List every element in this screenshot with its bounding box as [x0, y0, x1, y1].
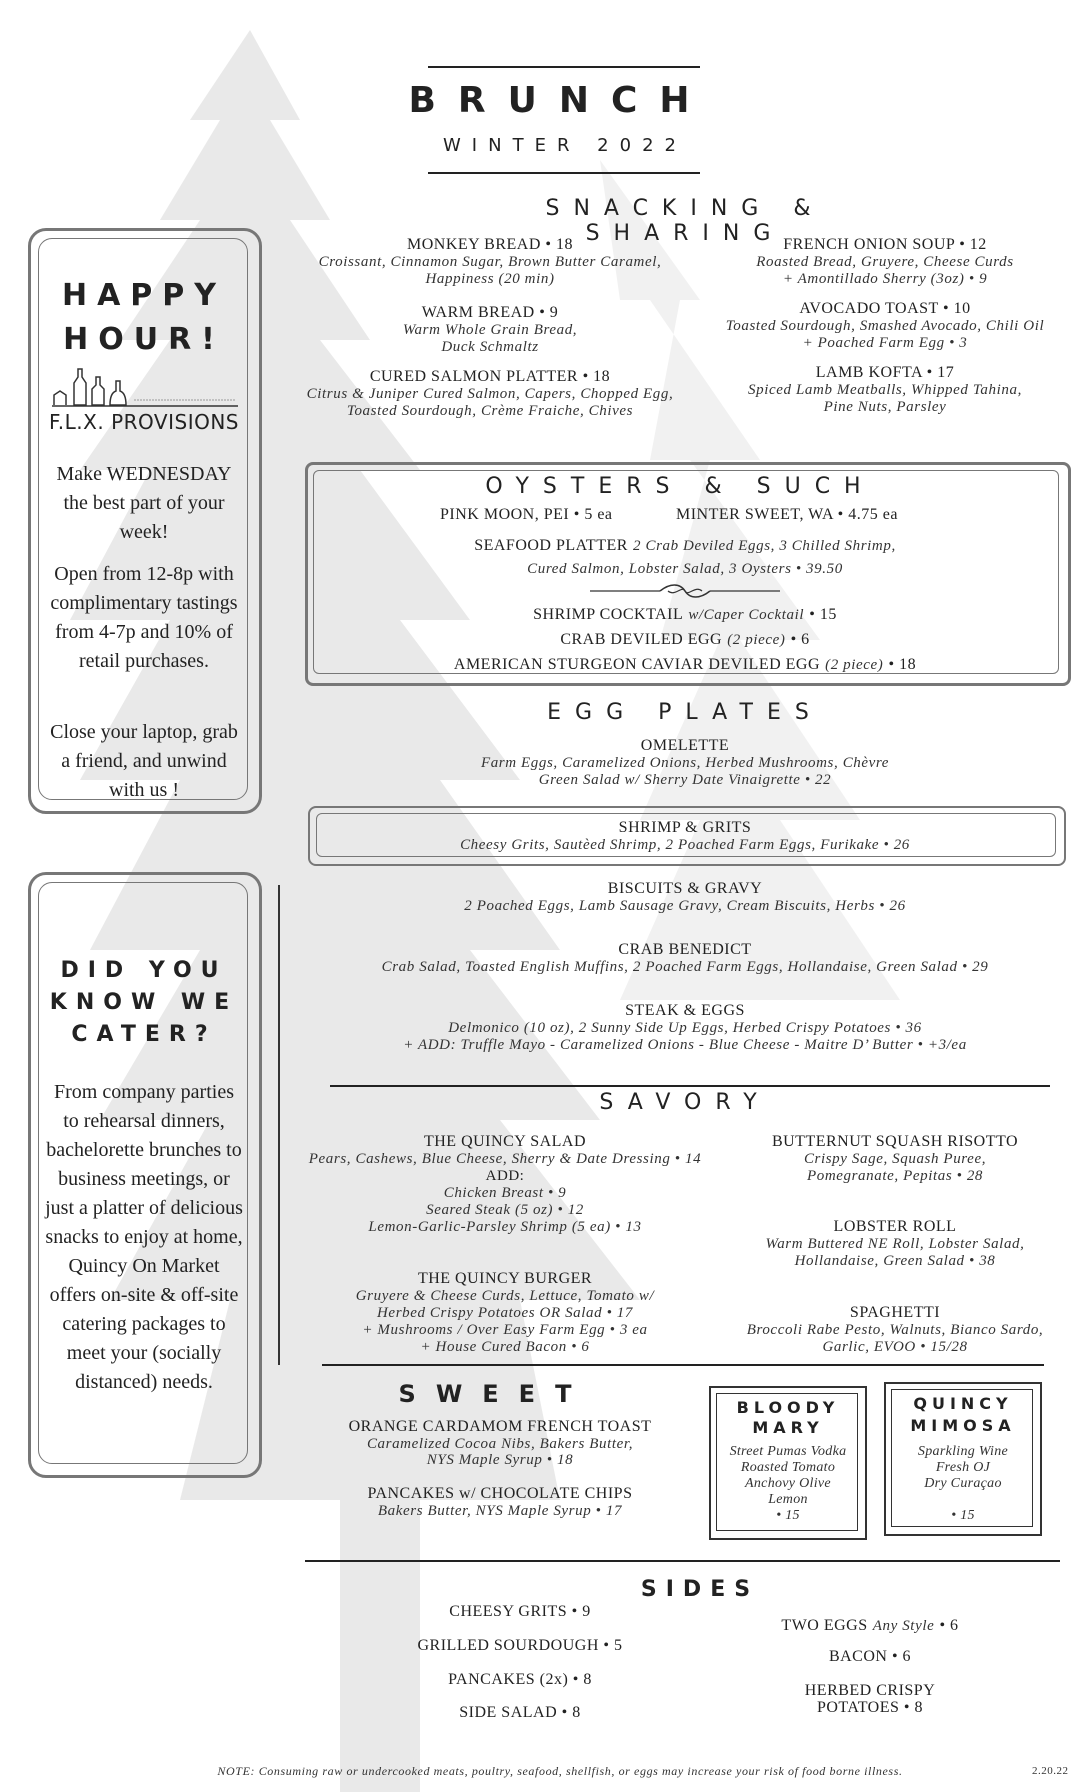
- warm-bread-desc-1: Warm Whole Grain Bread,: [402, 322, 578, 338]
- shrimp-cocktail-name: SHRIMP COCKTAIL: [533, 606, 684, 623]
- risotto-desc-2: Pomegranate, Pepitas • 28: [806, 1168, 984, 1184]
- avocado-toast-desc-1: Toasted Sourdough, Smashed Avocado, Chili Oil: [725, 318, 1045, 334]
- sides-top-rule: [305, 1560, 1060, 1562]
- pink-moon-item: PINK MOON, PEI • 5 ea: [440, 506, 613, 523]
- happy-hour-paragraph-2: Open from 12-8p with complimentary tastings from 4-7p and 10% of retail purchases.: [50, 563, 238, 672]
- cater-title-line1: DID YOU: [60, 958, 228, 983]
- page-title: BRUNCH: [408, 80, 712, 121]
- ornamental-divider-icon: [590, 583, 780, 599]
- header-top-rule: [428, 66, 700, 68]
- quincy-salad-add-steak: Seared Steak (5 oz) • 12: [426, 1202, 584, 1218]
- seafood-platter-desc-2: Cured Salmon, Lobster Salad, 3 Oysters • 39.50: [527, 561, 843, 577]
- monkey-bread-desc-1: Croissant, Cinnamon Sugar, Brown Butter Caramel,: [318, 254, 662, 270]
- spaghetti-desc-2: Garlic, EVOO • 15/28: [822, 1339, 968, 1355]
- risotto-name: BUTTERNUT SQUASH RISOTTO: [771, 1133, 1019, 1150]
- omelette-name: OMELETTE: [640, 737, 730, 754]
- seafood-platter-desc-1: 2 Crab Deviled Eggs, 3 Chilled Shrimp,: [633, 538, 896, 554]
- bloody-mary-ingredients: [711, 1444, 865, 1524]
- mimosa-line-3: Dry Curaçao: [924, 1476, 1002, 1491]
- quincy-salad-add-label: ADD:: [485, 1168, 525, 1184]
- flx-provisions-logo-text: F.L.X. PROVISIONS: [49, 410, 239, 434]
- steak-eggs-item: [320, 1002, 1050, 1054]
- shrimp-cocktail-desc: w/Caper Cocktail: [688, 607, 805, 623]
- happy-hour-title-line1: HAPPY: [61, 278, 227, 313]
- monkey-bread-desc-2: Happiness (20 min): [425, 271, 555, 287]
- warm-bread-desc-2: Duck Schmaltz: [441, 339, 539, 355]
- cater-title-line2: KNOW WE: [49, 990, 239, 1015]
- french-toast-name: ORANGE CARDAMOM FRENCH TOAST: [348, 1418, 652, 1435]
- caviar-deviled-egg-name: AMERICAN STURGEON CAVIAR DEVILED EGG: [453, 656, 821, 673]
- mimosa-line-1: Sparkling Wine: [917, 1444, 1009, 1459]
- quincy-burger-desc-1: Gruyere & Cheese Curds, Lettuce, Tomato w/: [355, 1288, 655, 1304]
- side-salad: SIDE SALAD • 8: [459, 1704, 581, 1721]
- egg-plates-section-title: EGG PLATES: [547, 700, 823, 725]
- snacking-section-title: SNACKING & SHARING: [545, 196, 825, 246]
- mimosa-title-2: MIMOSA: [910, 1416, 1016, 1435]
- happy-hour-paragraph-3: Close your laptop, grab a friend, and unwind with us !: [50, 721, 238, 801]
- mimosa-ingredients: [886, 1444, 1040, 1524]
- crab-deviled-egg-name: CRAB DEVILED EGG: [560, 631, 723, 648]
- spaghetti-item: [720, 1304, 1070, 1356]
- bloody-mary-line-1: Street Pumas Vodka: [729, 1444, 847, 1459]
- shrimp-grits-desc: Cheesy Grits, Sautèed Shrimp, 2 Poached Farm Eggs, Furikake • 26: [460, 837, 910, 853]
- footer-date: 2.20.22: [1032, 1765, 1069, 1777]
- avocado-toast-name: AVOCADO TOAST • 10: [799, 300, 971, 317]
- cater-divider-rule: [278, 885, 280, 1365]
- crab-deviled-egg-item: [320, 629, 1050, 649]
- monkey-bread-name: MONKEY BREAD • 18: [407, 236, 573, 253]
- pancakes-name: PANCAKES w/ CHOCOLATE CHIPS: [367, 1485, 633, 1502]
- crab-benedict-name: CRAB BENEDICT: [618, 941, 752, 958]
- seafood-platter-name: SEAFOOD PLATTER: [474, 537, 628, 554]
- bloody-mary-price: • 15: [776, 1508, 800, 1523]
- steak-eggs-desc-1: Delmonico (10 oz), 2 Sunny Side Up Eggs, Herbed Crispy Potatoes • 36: [448, 1020, 922, 1036]
- cater-title-line3: CATER?: [71, 1022, 217, 1047]
- side-two-eggs-desc: Any Style: [872, 1618, 935, 1634]
- french-toast-desc-1: Caramelized Cocoa Nibs, Bakers Butter,: [366, 1436, 634, 1452]
- shrimp-grits-item: [320, 819, 1050, 854]
- caviar-deviled-egg-price: • 18: [888, 656, 917, 673]
- quincy-salad-add-chicken: Chicken Breast • 9: [443, 1185, 567, 1201]
- omelette-desc-2: Green Salad w/ Sherry Date Vinaigrette • 22: [538, 772, 832, 788]
- flx-bottles-logo-icon: [50, 365, 240, 410]
- biscuits-gravy-name: BISCUITS & GRAVY: [607, 880, 763, 897]
- side-two-eggs-name: TWO EGGS: [781, 1617, 868, 1634]
- avocado-toast-desc-2: + Poached Farm Egg • 3: [802, 335, 968, 351]
- bloody-mary-line-4: Lemon: [768, 1492, 808, 1507]
- mimosa-title-1: QUINCY: [913, 1394, 1013, 1413]
- omelette-item: [320, 737, 1050, 789]
- side-two-eggs: [690, 1615, 1050, 1635]
- spaghetti-name: SPAGHETTI: [849, 1304, 941, 1321]
- page-subtitle: WINTER 2022: [443, 135, 687, 156]
- pancakes-desc: Bakers Butter, NYS Maple Syrup • 17: [377, 1503, 623, 1519]
- lobster-roll-desc-1: Warm Buttered NE Roll, Lobster Salad,: [765, 1236, 1025, 1252]
- mimosa-price: • 15: [951, 1508, 975, 1523]
- snacking-right-column: [700, 236, 1070, 416]
- risotto-item: [720, 1133, 1070, 1185]
- french-toast-item: [315, 1418, 685, 1468]
- omelette-desc-1: Farm Eggs, Caramelized Onions, Herbed Mushrooms, Chèvre: [480, 755, 890, 771]
- lamb-kofta-desc-1: Spiced Lamb Meatballs, Whipped Tahina,: [748, 382, 1022, 398]
- bloody-mary-line-3: Anchovy Olive: [745, 1476, 831, 1491]
- risotto-desc-1: Crispy Sage, Squash Puree,: [803, 1151, 987, 1167]
- quincy-burger-desc-2: Herbed Crispy Potatoes OR Salad • 17: [377, 1305, 633, 1321]
- lobster-roll-item: [720, 1218, 1070, 1270]
- caviar-deviled-egg-item: [320, 654, 1050, 674]
- quincy-burger-desc-4: + House Cured Bacon • 6: [420, 1339, 590, 1355]
- crab-deviled-egg-price: • 6: [790, 631, 810, 648]
- quincy-burger-desc-3: + Mushrooms / Over Easy Farm Egg • 3 ea: [362, 1322, 648, 1338]
- footer-note: NOTE: Consuming raw or undercooked meats, poultry, seafood, shellfish, or eggs may increase your risk of food borne illness.: [217, 1764, 903, 1778]
- header-bottom-rule: [428, 172, 700, 174]
- sweet-top-rule: [322, 1364, 1044, 1366]
- biscuits-gravy-item: [320, 880, 1050, 915]
- bloody-mary-title-2: MARY: [752, 1418, 824, 1437]
- caviar-deviled-egg-desc: (2 piece): [825, 657, 884, 673]
- sweet-section-title: SWEET: [398, 1380, 592, 1408]
- quincy-salad-item: [295, 1133, 715, 1236]
- side-two-eggs-price: • 6: [939, 1617, 959, 1634]
- happy-hour-title-line2: HOUR!: [63, 322, 225, 357]
- quincy-salad-add-shrimp: Lemon-Garlic-Parsley Shrimp (5 ea) • 13: [368, 1219, 642, 1235]
- salmon-platter-desc-1: Citrus & Juniper Cured Salmon, Capers, Chopped Egg,: [306, 386, 674, 402]
- french-toast-desc-2: NYS Maple Syrup • 18: [426, 1452, 574, 1468]
- lamb-kofta-desc-2: Pine Nuts, Parsley: [823, 399, 947, 415]
- crab-benedict-item: [320, 941, 1050, 976]
- side-bacon: BACON • 6: [828, 1648, 912, 1665]
- mimosa-line-2: Fresh OJ: [935, 1460, 991, 1475]
- biscuits-gravy-desc: 2 Poached Eggs, Lamb Sausage Gravy, Cream Biscuits, Herbs • 26: [464, 898, 906, 914]
- shrimp-grits-name: SHRIMP & GRITS: [618, 819, 752, 836]
- seafood-platter-item: [320, 535, 1050, 555]
- happy-hour-paragraph-1: Make WEDNESDAY the best part of your week!: [56, 463, 232, 543]
- savory-section-title: SAVORY: [599, 1090, 771, 1115]
- bloody-mary-title-1: BLOODY: [736, 1398, 840, 1417]
- bloody-mary-line-2: Roasted Tomato: [740, 1460, 836, 1475]
- sides-section-title: SIDES: [640, 1577, 760, 1602]
- cater-text: From company parties to rehearsal dinners, bachelorette brunches to business meetings, or just a platter of delicious snacks to enjoy at home, Quincy On Market offers on-site & off-site catering packages to meet your (socially distanced) needs.: [45, 1081, 243, 1393]
- spaghetti-desc-1: Broccoli Rabe Pesto, Walnuts, Bianco Sardo,: [746, 1322, 1044, 1338]
- side-potatoes-line-2: POTATOES • 8: [816, 1699, 924, 1716]
- shrimp-cocktail-item: [320, 604, 1050, 624]
- savory-top-rule: [330, 1085, 1050, 1087]
- oysters-section-title: OYSTERS & SUCH: [485, 474, 875, 499]
- salmon-platter-desc-2: Toasted Sourdough, Crème Fraiche, Chives: [346, 403, 634, 419]
- steak-eggs-desc-2: + ADD: Truffle Mayo - Caramelized Onions - Blue Cheese - Maitre D’ Butter • +3/ea: [403, 1037, 967, 1053]
- lobster-roll-desc-2: Hollandaise, Green Salad • 38: [794, 1253, 996, 1269]
- pancakes-item: [315, 1485, 685, 1519]
- quincy-salad-desc-1: Pears, Cashews, Blue Cheese, Sherry & Date Dressing • 14: [308, 1151, 702, 1167]
- crab-benedict-desc: Crab Salad, Toasted English Muffins, 2 Poached Farm Eggs, Hollandaise, Green Salad • 29: [381, 959, 989, 975]
- side-potatoes-line-1: HERBED CRISPY: [804, 1682, 936, 1699]
- side-cheesy-grits: CHEESY GRITS • 9: [449, 1603, 591, 1620]
- side-pancakes: PANCAKES (2x) • 8: [448, 1671, 592, 1688]
- shrimp-cocktail-price: • 15: [809, 606, 837, 623]
- steak-eggs-name: STEAK & EGGS: [625, 1002, 745, 1019]
- quincy-salad-name: THE QUINCY SALAD: [423, 1133, 587, 1150]
- onion-soup-name: FRENCH ONION SOUP • 12: [783, 236, 987, 253]
- snacking-left-column: [305, 236, 675, 420]
- crab-deviled-egg-desc: (2 piece): [727, 632, 786, 648]
- onion-soup-desc-1: Roasted Bread, Gruyere, Cheese Curds: [756, 254, 1014, 270]
- lobster-roll-name: LOBSTER ROLL: [833, 1218, 957, 1235]
- side-grilled-sourdough: GRILLED SOURDOUGH • 5: [417, 1637, 623, 1654]
- lamb-kofta-name: LAMB KOFTA • 17: [815, 364, 955, 381]
- quincy-burger-name: THE QUINCY BURGER: [417, 1270, 593, 1287]
- salmon-platter-name: CURED SALMON PLATTER • 18: [369, 368, 611, 385]
- minter-sweet-item: MINTER SWEET, WA • 4.75 ea: [676, 506, 898, 523]
- quincy-burger-item: [295, 1270, 715, 1356]
- warm-bread-name: WARM BREAD • 9: [421, 304, 559, 321]
- onion-soup-desc-2: + Amontillado Sherry (3oz) • 9: [782, 271, 988, 287]
